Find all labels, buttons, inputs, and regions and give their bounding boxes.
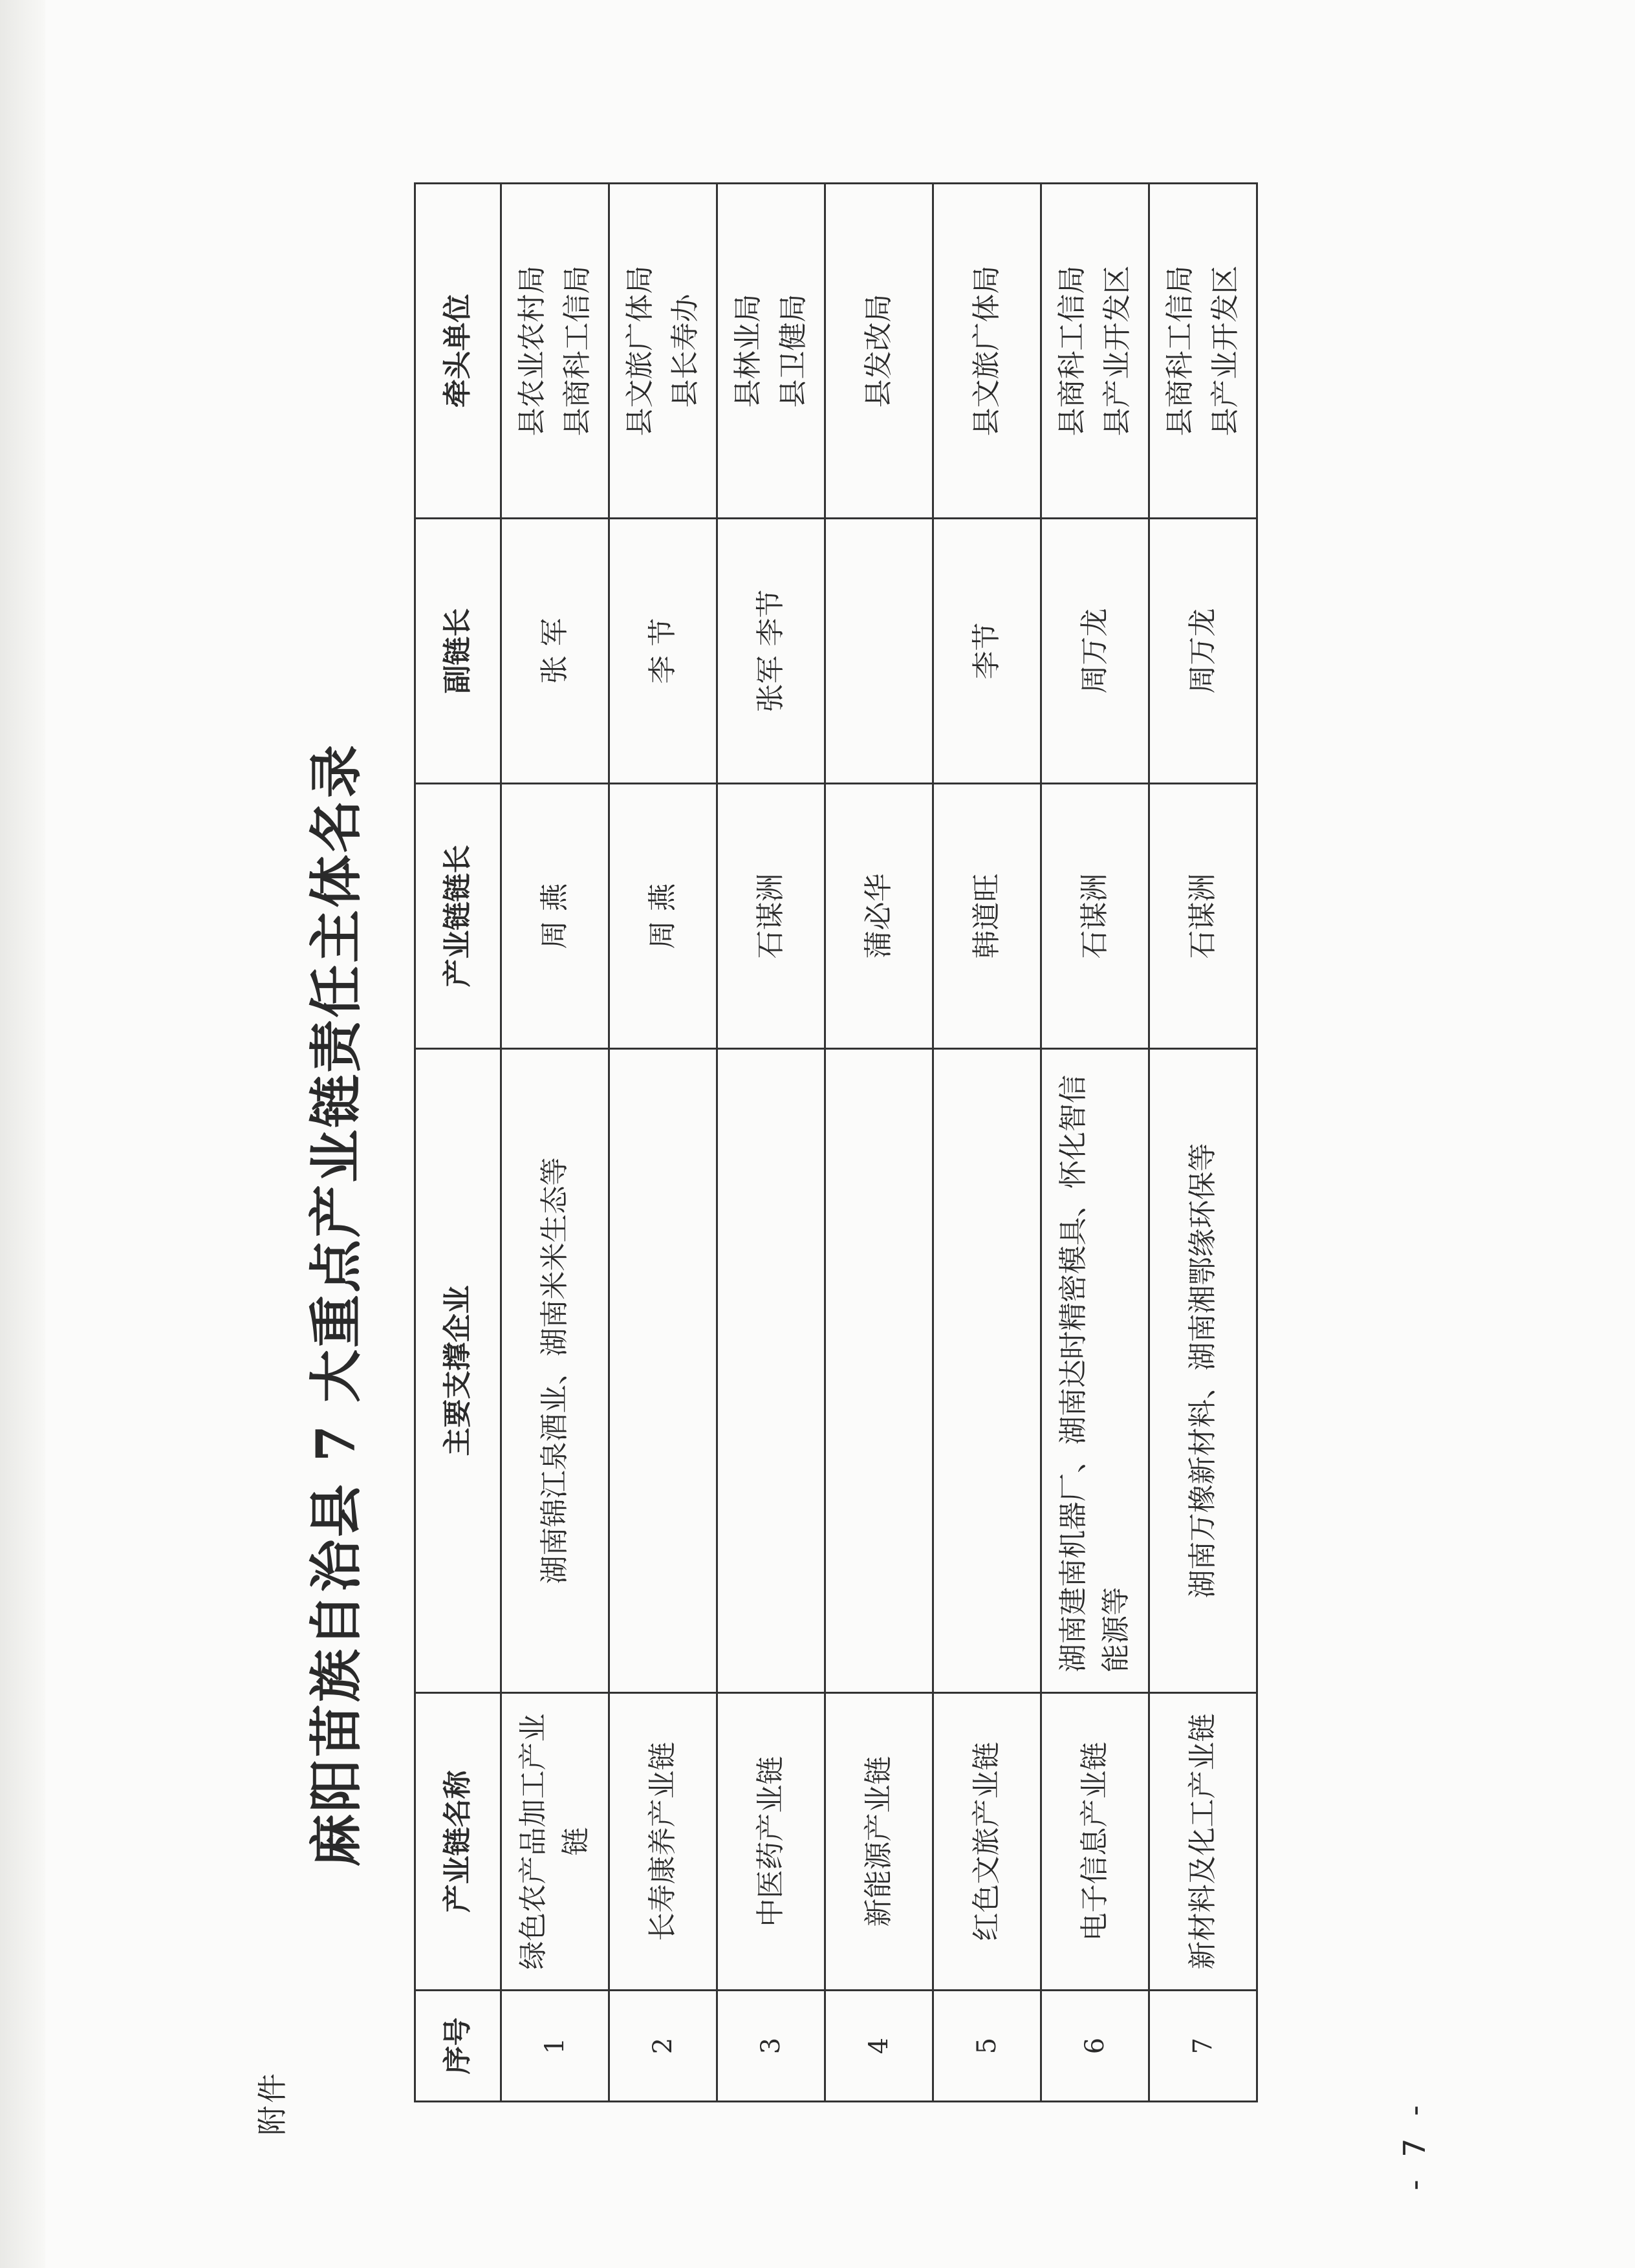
row-enterprises: 湖南建南机器厂、湖南达时精密模具、怀化智信能源等 <box>1041 1049 1149 1693</box>
page-number: - 7 - <box>1397 2099 1432 2190</box>
row-deputy-chief: 周万龙 <box>1041 519 1149 784</box>
table-row <box>933 184 1041 2102</box>
row-chain-chief: 蒲必华 <box>825 784 933 1049</box>
row-deputy-chief: 李节 <box>933 519 1041 784</box>
row-chain-chief: 石谋洲 <box>1041 784 1149 1049</box>
row-chain-chief: 石谋洲 <box>717 784 825 1049</box>
row-index: 1 <box>501 1991 609 2102</box>
header-index: 序号 <box>415 1991 501 2102</box>
header-lead-units: 牵头单位 <box>415 184 501 519</box>
lead-unit-2: 县产业开发区 <box>1101 265 1134 437</box>
row-lead-units <box>501 184 609 519</box>
row-chain-name: 新能源产业链 <box>825 1693 933 1991</box>
lead-unit-2: 县商科工信局 <box>561 265 594 437</box>
row-index: 4 <box>825 1991 933 2102</box>
lead-unit-1: 县发改局 <box>862 294 895 408</box>
row-deputy-chief <box>825 519 933 784</box>
header-enterprises: 主要支撑企业 <box>415 1049 501 1693</box>
row-deputy-chief: 李 节 <box>609 519 717 784</box>
table-row <box>1041 184 1149 2102</box>
lead-unit-1: 县农业农村局 <box>515 265 548 437</box>
table-row <box>609 184 717 2102</box>
row-lead-units <box>1041 184 1149 519</box>
row-chain-chief: 韩道旺 <box>933 784 1041 1049</box>
document-title: 麻阳苗族自治县 7 大重点产业链责任主体名录 <box>305 742 367 1867</box>
lead-unit-2: 县卫健局 <box>777 294 810 408</box>
row-chain-name: 中医药产业链 <box>717 1693 825 1991</box>
header-chain-chief: 产业链链长 <box>415 784 501 1049</box>
lead-unit-1: 县商科工信局 <box>1056 265 1088 437</box>
row-enterprises <box>825 1049 933 1693</box>
header-chain-name: 产业链名称 <box>415 1693 501 1991</box>
lead-unit-1: 县文旅广体局 <box>970 265 1003 437</box>
row-chain-name: 长寿康养产业链 <box>609 1693 717 1991</box>
row-deputy-chief: 张 军 <box>501 519 609 784</box>
row-index: 7 <box>1149 1991 1257 2102</box>
row-lead-units <box>717 184 825 519</box>
row-index: 5 <box>933 1991 1041 2102</box>
table-row <box>1149 184 1257 2102</box>
table-header-row <box>415 184 501 2102</box>
row-deputy-chief: 周万龙 <box>1149 519 1257 784</box>
row-chain-chief: 周 燕 <box>501 784 609 1049</box>
row-enterprises: 湖南万橡新材料、湖南湘鄂缘环保等 <box>1149 1049 1257 1693</box>
header-deputy-chief: 副链长 <box>415 519 501 784</box>
table-row <box>717 184 825 2102</box>
lead-unit-2: 县长寿办 <box>669 294 702 408</box>
row-deputy-chief: 张军 李节 <box>717 519 825 784</box>
row-enterprises <box>609 1049 717 1693</box>
row-lead-units <box>609 184 717 519</box>
row-chain-name: 新材料及化工产业链 <box>1149 1693 1257 1991</box>
row-index: 3 <box>717 1991 825 2102</box>
row-chain-name: 电子信息产业链 <box>1041 1693 1149 1991</box>
row-lead-units <box>1149 184 1257 519</box>
row-enterprises <box>717 1049 825 1693</box>
row-enterprises: 湖南锦江泉酒业、湖南米米生态等 <box>501 1049 609 1693</box>
row-chain-chief: 石谋洲 <box>1149 784 1257 1049</box>
lead-unit-1: 县商科工信局 <box>1164 265 1196 437</box>
table-row <box>825 184 933 2102</box>
lead-unit-1: 县林业局 <box>731 294 764 408</box>
row-enterprises <box>933 1049 1041 1693</box>
row-chain-chief: 周 燕 <box>609 784 717 1049</box>
attachment-label: 附件 <box>255 2071 290 2135</box>
row-chain-name: 红色文旅产业链 <box>933 1693 1041 1991</box>
row-lead-units <box>825 184 933 519</box>
row-index: 6 <box>1041 1991 1149 2102</box>
lead-unit-1: 县文旅广体局 <box>623 265 656 437</box>
industry-chain-table <box>414 182 1258 2102</box>
row-chain-name: 绿色农产品加工产业链 <box>501 1693 609 1991</box>
row-index: 2 <box>609 1991 717 2102</box>
table-row <box>501 184 609 2102</box>
lead-unit-2: 县产业开发区 <box>1209 265 1242 437</box>
row-lead-units <box>933 184 1041 519</box>
